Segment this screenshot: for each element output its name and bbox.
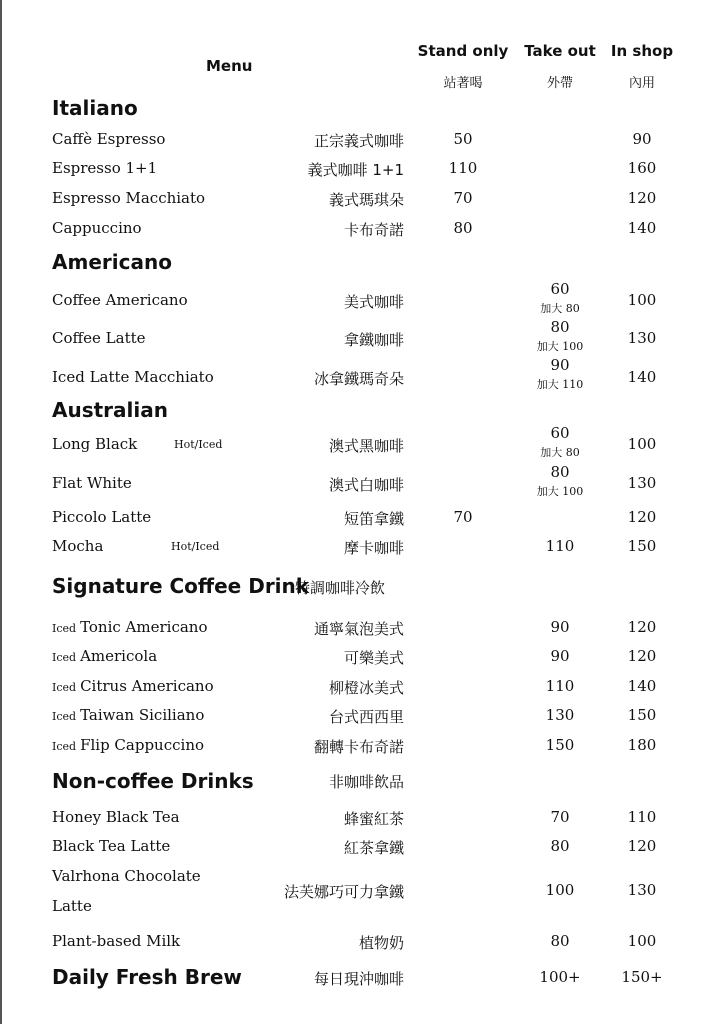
item-prefix: Iced [52, 710, 77, 723]
item-name-zh: 台式西西里 [328, 708, 404, 726]
item-name: Long Black [52, 435, 138, 453]
price-take-out: 110 [545, 537, 575, 555]
column-take-out-zh: 外帶 [546, 76, 574, 91]
item-name: Espresso 1+1 [52, 159, 158, 177]
item-name-zh: 義式咖啡 1+1 [307, 161, 404, 179]
price-in-shop: 120 [627, 647, 657, 665]
price-take-out: 90 [550, 356, 570, 374]
price-in-shop: 140 [627, 677, 657, 695]
item-name-zh: 冰拿鐵瑪奇朵 [313, 370, 404, 388]
item-name-zh: 美式咖啡 [343, 293, 404, 311]
price-take-out-large: 加大 100 [536, 340, 584, 353]
item-name-zh: 卡布奇諾 [343, 221, 404, 239]
item-prefix: Iced [52, 681, 77, 694]
price-in-shop: 150 [627, 537, 657, 555]
price-stand: 80 [453, 219, 473, 237]
price-take-out: 70 [550, 808, 570, 826]
price-stand: 50 [453, 130, 473, 148]
item-name-text: Citrus Americano [80, 677, 214, 695]
item-name-zh: 通寧氣泡美式 [313, 620, 404, 638]
price-in-shop: 130 [627, 329, 657, 347]
item-name: Honey Black Tea [52, 808, 180, 826]
item-note: Hot/Iced [174, 438, 223, 451]
item-name: Coffee Americano [52, 291, 188, 309]
price-take-out: 80 [550, 318, 570, 336]
item-name [52, 618, 208, 636]
column-stand-only: Stand only [417, 42, 509, 60]
price-in-shop: 90 [632, 130, 652, 148]
item-name-zh: 澳式白咖啡 [328, 476, 404, 494]
item-name-zh: 紅茶拿鐵 [343, 839, 404, 857]
item-name-zh: 可樂美式 [343, 649, 404, 667]
price-in-shop: 100 [627, 291, 657, 309]
price-take-out-large: 加大 110 [536, 378, 584, 391]
item-name-zh: 翻轉卡布奇諾 [313, 738, 404, 756]
item-name: Plant-based Milk [52, 932, 181, 950]
price-in-shop: 130 [627, 881, 657, 899]
item-name-line2: Latte [52, 897, 92, 915]
price-in-shop: 120 [627, 189, 657, 207]
menu-header-title: Menu [206, 57, 253, 75]
price-in-shop: 120 [627, 837, 657, 855]
price-stand: 70 [453, 189, 473, 207]
item-name [52, 736, 204, 754]
price-in-shop: 160 [627, 159, 657, 177]
item-name [52, 677, 214, 695]
item-name: Caffè Espresso [52, 130, 166, 148]
price-in-shop: 150+ [621, 968, 663, 986]
item-prefix: Iced [52, 622, 77, 635]
item-name-zh: 摩卡咖啡 [343, 539, 404, 557]
item-name-zh: 正宗義式咖啡 [313, 132, 404, 150]
item-name-text: Taiwan Siciliano [80, 706, 205, 724]
item-name [52, 706, 204, 724]
item-name: Flat White [52, 474, 132, 492]
price-take-out: 60 [550, 280, 570, 298]
price-take-out: 150 [545, 736, 575, 754]
column-take-out: Take out [524, 42, 596, 60]
item-name-zh: 義式瑪琪朵 [328, 191, 404, 209]
price-take-out: 80 [550, 932, 570, 950]
price-take-out: 110 [545, 677, 575, 695]
item-name-zh: 短笛拿鐵 [343, 510, 404, 528]
price-in-shop: 110 [627, 808, 657, 826]
price-take-out: 100+ [539, 968, 581, 986]
page-border [0, 0, 2, 1024]
section-title: Non-coffee Drinks [52, 769, 254, 793]
item-name-text: Tonic Americano [80, 618, 208, 636]
price-in-shop: 120 [627, 618, 657, 636]
price-take-out: 90 [550, 647, 570, 665]
column-in-shop: In shop [610, 42, 674, 60]
price-take-out: 90 [550, 618, 570, 636]
section-title-zh: 每日現沖咖啡 [313, 970, 404, 988]
item-name: Piccolo Latte [52, 508, 152, 526]
price-in-shop: 130 [627, 474, 657, 492]
section-title: Italiano [52, 96, 138, 120]
price-in-shop: 120 [627, 508, 657, 526]
item-name: Black Tea Latte [52, 837, 171, 855]
section-title-zh: 特調咖啡冷飲 [295, 579, 386, 597]
price-take-out-large: 加大 100 [536, 485, 584, 498]
item-name: Iced Latte Macchiato [52, 368, 214, 386]
price-in-shop: 140 [627, 368, 657, 386]
price-take-out-large: 加大 80 [540, 446, 580, 459]
price-take-out: 80 [550, 463, 570, 481]
section-title: Americano [52, 250, 172, 274]
price-in-shop: 180 [627, 736, 657, 754]
price-take-out-large: 加大 80 [540, 302, 580, 315]
price-in-shop: 140 [627, 219, 657, 237]
column-stand-only-zh: 站著喝 [443, 76, 483, 91]
item-name-text: Americola [80, 647, 158, 665]
price-take-out: 80 [550, 837, 570, 855]
item-name: Valrhona Chocolate [52, 867, 201, 885]
item-name-zh: 澳式黑咖啡 [328, 437, 404, 455]
price-take-out: 100 [545, 881, 575, 899]
item-name-zh: 植物奶 [358, 934, 404, 952]
item-name-zh: 蜂蜜紅茶 [343, 810, 404, 828]
section-title-zh: 非咖啡飲品 [328, 773, 404, 791]
price-take-out: 60 [550, 424, 570, 442]
column-in-shop-zh: 內用 [628, 76, 656, 91]
item-prefix: Iced [52, 740, 77, 753]
item-name: Espresso Macchiato [52, 189, 206, 207]
price-stand: 70 [453, 508, 473, 526]
price-in-shop: 100 [627, 932, 657, 950]
price-in-shop: 150 [627, 706, 657, 724]
item-name: Mocha [52, 537, 104, 555]
price-take-out: 130 [545, 706, 575, 724]
item-name: Coffee Latte [52, 329, 146, 347]
section-title: Daily Fresh Brew [52, 965, 242, 989]
section-title: Signature Coffee Drink [52, 574, 310, 598]
item-name [52, 647, 157, 665]
item-name-zh: 柳橙冰美式 [328, 679, 404, 697]
section-title: Australian [52, 398, 168, 422]
item-note: Hot/Iced [171, 540, 220, 553]
price-stand: 110 [448, 159, 478, 177]
item-name: Cappuccino [52, 219, 142, 237]
item-name-zh: 拿鐵咖啡 [343, 331, 404, 349]
item-name-zh: 法芙娜巧可力拿鐵 [283, 883, 404, 901]
item-name-text: Flip Cappuccino [80, 736, 205, 754]
item-prefix: Iced [52, 651, 77, 664]
price-in-shop: 100 [627, 435, 657, 453]
